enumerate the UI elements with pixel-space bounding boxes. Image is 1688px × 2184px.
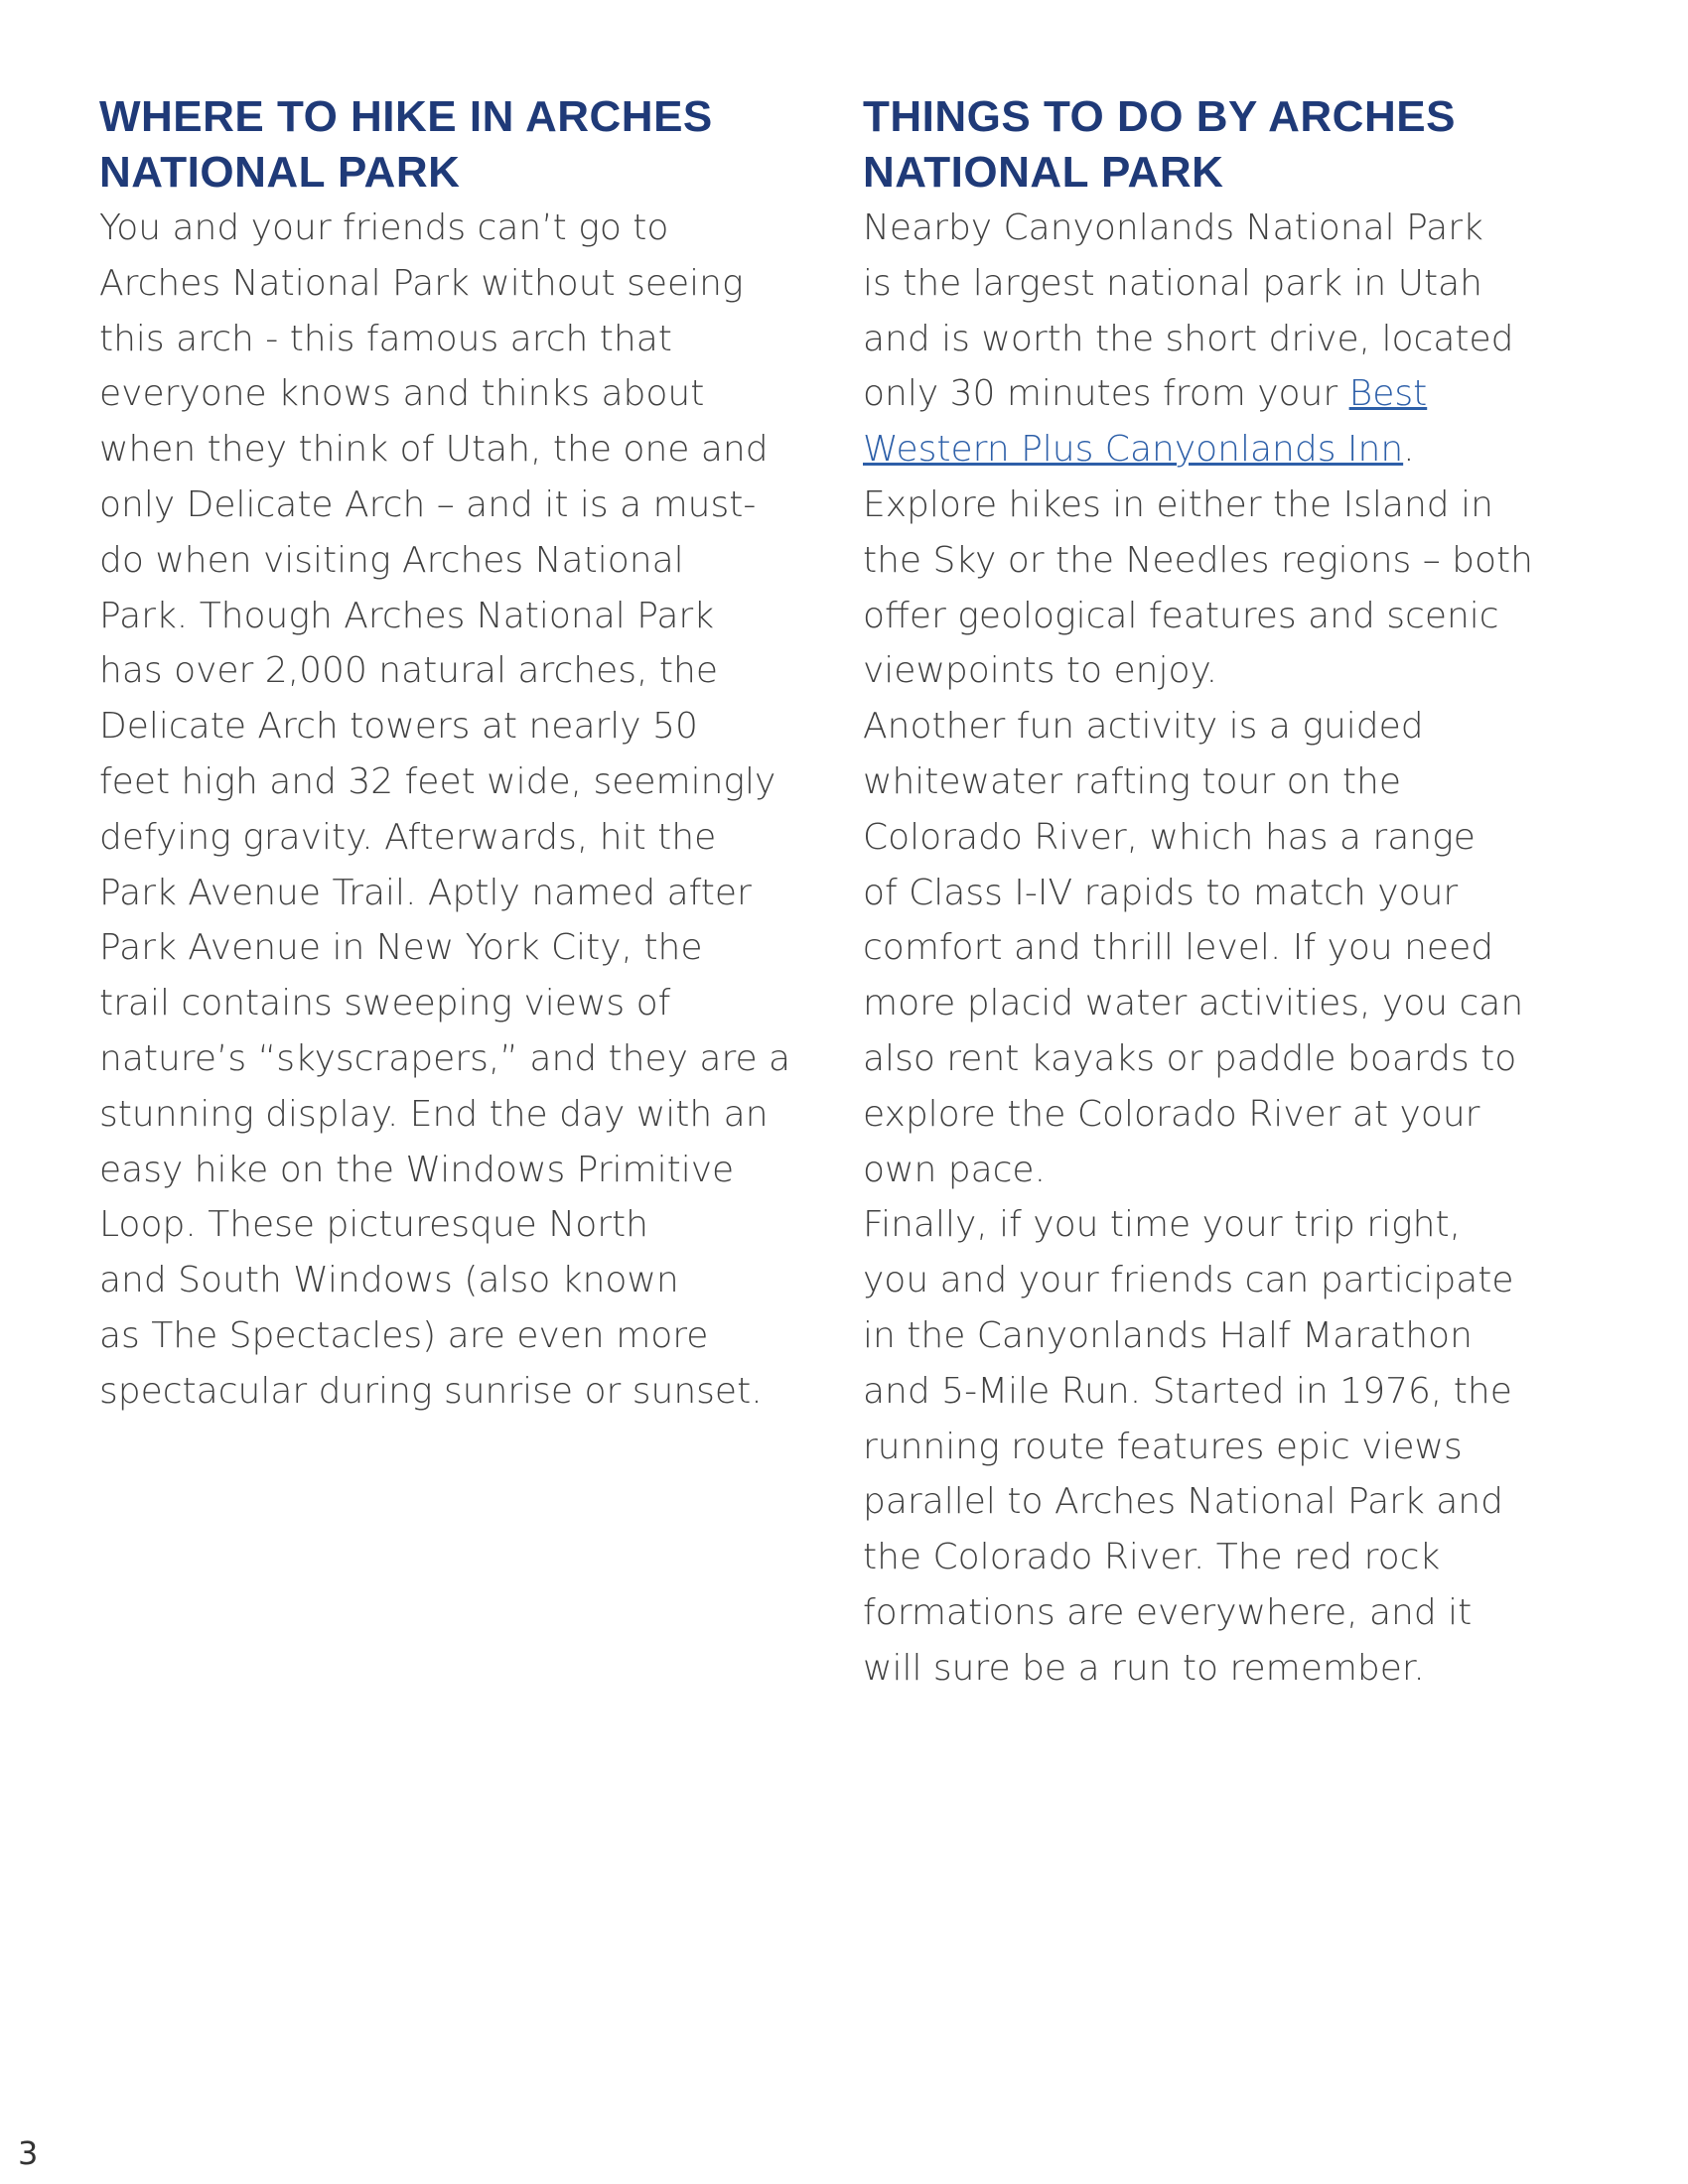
- text-line: when they think of Utah, the one and: [99, 429, 769, 471]
- text-line: of Class I-IV rapids to match your: [863, 872, 1459, 913]
- text-line: Another fun activity is a guided: [863, 706, 1424, 748]
- text-line: everyone knows and thinks about: [99, 373, 705, 415]
- text-line: feet high and 32 feet wide, seemingly: [99, 760, 776, 802]
- text-line: Park. Though Arches National Park: [99, 595, 715, 636]
- text-line: more placid water activities, you can: [863, 983, 1524, 1024]
- left-heading-line-2: NATIONAL PARK: [99, 148, 461, 197]
- text-line: Loop. These picturesque North: [99, 1204, 648, 1246]
- text-line: [863, 366, 1598, 422]
- text-line: Park Avenue in New York City, the: [99, 927, 703, 969]
- right-paragraph-3: [863, 1197, 1598, 1696]
- page-number: 3: [18, 2134, 39, 2172]
- text-line: and is worth the short drive, located: [863, 318, 1514, 359]
- text-line: offer geological features and scenic: [863, 595, 1499, 636]
- text-line: the Sky or the Needles regions – both: [863, 539, 1533, 581]
- text-line: formations are everywhere, and it: [863, 1591, 1473, 1633]
- text-line: Finally, if you time your trip right,: [863, 1204, 1462, 1246]
- text-line: defying gravity. Afterwards, hit the: [99, 816, 717, 858]
- text-line: Nearby Canyonlands National Park: [863, 207, 1483, 248]
- right-paragraph-2: [863, 699, 1598, 1197]
- left-column: [99, 89, 834, 1420]
- text-line: Explore hikes in either the Island in: [863, 483, 1493, 525]
- left-heading: [99, 89, 834, 201]
- text-line: will sure be a run to remember.: [863, 1647, 1425, 1689]
- hotel-link-part-1[interactable]: Best: [1348, 373, 1428, 415]
- text-line: and 5-Mile Run. Started in 1976, the: [863, 1370, 1512, 1412]
- text-line: [863, 422, 1598, 478]
- text-line: the Colorado River. The red rock: [863, 1537, 1441, 1578]
- text-line: Park Avenue Trail. Aptly named after: [99, 872, 752, 913]
- text-line: spectacular during sunrise or sunset.: [99, 1370, 763, 1412]
- text-line: parallel to Arches National Park and: [863, 1481, 1503, 1523]
- text-line: stunning display. End the day with an: [99, 1093, 769, 1135]
- left-heading-line-1: WHERE TO HIKE IN ARCHES: [99, 92, 713, 141]
- right-heading: [863, 89, 1598, 201]
- left-paragraph: [99, 201, 834, 1420]
- text-line: running route features epic views: [863, 1426, 1463, 1467]
- text-line: do when visiting Arches National: [99, 539, 684, 581]
- text-line: Colorado River, which has a range: [863, 816, 1476, 858]
- right-heading-line-1: THINGS TO DO BY ARCHES: [863, 92, 1456, 141]
- text-line: explore the Colorado River at your: [863, 1093, 1480, 1135]
- link-trailing-period: .: [1403, 429, 1415, 471]
- text-line: is the largest national park in Utah: [863, 262, 1482, 304]
- text-line: also rent kayaks or paddle boards to: [863, 1037, 1517, 1079]
- text-line: own pace.: [863, 1149, 1047, 1190]
- text-line: Delicate Arch towers at nearly 50: [99, 706, 698, 748]
- text-line: comfort and thrill level. If you need: [863, 927, 1494, 969]
- text-line: trail contains sweeping views of: [99, 983, 671, 1024]
- text-line: has over 2,000 natural arches, the: [99, 650, 718, 692]
- text-line: only Delicate Arch – and it is a must-: [99, 483, 757, 525]
- text-line: nature’s “skyscrapers,” and they are a: [99, 1037, 791, 1079]
- text-line: easy hike on the Windows Primitive: [99, 1149, 735, 1190]
- link-line-prefix: only 30 minutes from your: [863, 373, 1349, 415]
- hotel-link-part-2[interactable]: Western Plus Canyonlands Inn: [863, 429, 1404, 471]
- right-column: [863, 89, 1598, 1697]
- text-line: as The Spectacles) are even more: [99, 1314, 709, 1356]
- text-line: viewpoints to enjoy.: [863, 650, 1218, 692]
- text-line: you and your friends can participate: [863, 1260, 1514, 1301]
- text-line: whitewater rafting tour on the: [863, 760, 1401, 802]
- right-heading-line-2: NATIONAL PARK: [863, 148, 1224, 197]
- text-line: You and your friends can’t go to: [99, 207, 669, 248]
- right-paragraph-1: [863, 201, 1598, 699]
- text-line: and South Windows (also known: [99, 1260, 679, 1301]
- text-line: this arch - this famous arch that: [99, 318, 672, 359]
- text-line: in the Canyonlands Half Marathon: [863, 1314, 1473, 1356]
- text-line: Arches National Park without seeing: [99, 262, 744, 304]
